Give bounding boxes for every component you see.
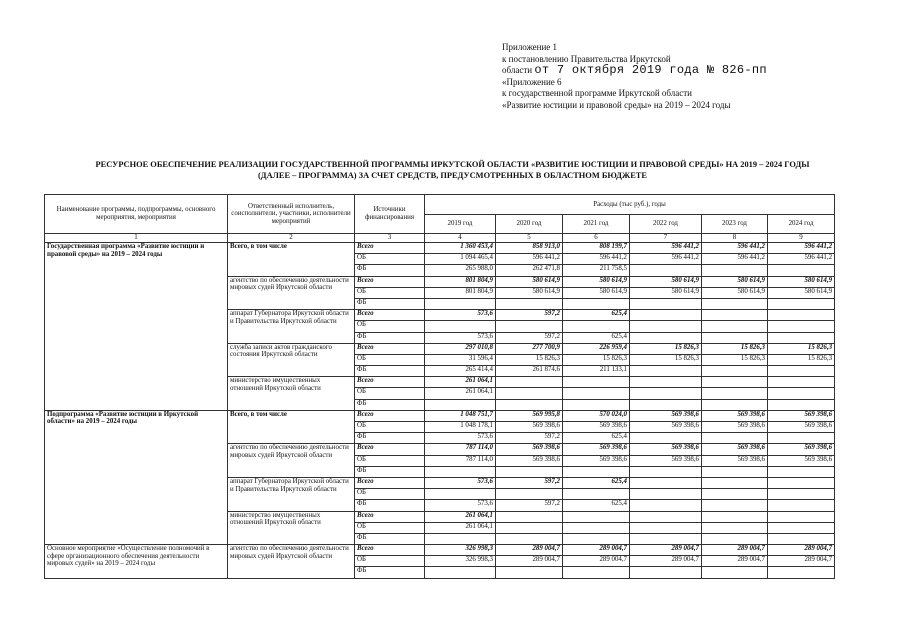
value-cell	[496, 567, 563, 578]
funding-source-cell: Всего	[355, 444, 425, 455]
value-cell: 580 614,9	[496, 276, 563, 287]
value-cell	[768, 399, 835, 410]
table-row	[45, 410, 835, 421]
value-cell	[702, 298, 768, 309]
value-cell: 1 360 453,4	[425, 243, 496, 254]
header-line-5: к государственной программе Иркутской области	[502, 88, 693, 98]
executor-cell: агентство по обеспечению деятельности мировых судей Иркутской области	[228, 276, 355, 310]
value-cell: 289 004,7	[768, 545, 835, 556]
value-cell: 596 441,2	[768, 243, 835, 254]
header-date-number: от 7 октября 2019 года № 826-пп	[534, 63, 767, 77]
value-cell	[496, 511, 563, 522]
value-cell: 569 398,6	[702, 455, 768, 466]
funding-source-cell: ФБ	[355, 500, 425, 511]
value-cell: 15 826,3	[768, 343, 835, 354]
value-cell: 580 614,9	[630, 276, 702, 287]
value-cell: 569 398,6	[630, 422, 702, 433]
funding-source-cell: ОБ	[355, 254, 425, 265]
value-cell	[630, 533, 702, 544]
value-cell	[702, 533, 768, 544]
value-cell: 580 614,9	[768, 276, 835, 287]
value-cell	[702, 366, 768, 377]
value-cell: 625,4	[563, 310, 630, 321]
value-cell	[630, 477, 702, 488]
value-cell	[425, 489, 496, 500]
value-cell	[630, 433, 702, 444]
value-cell	[768, 522, 835, 533]
value-cell: 580 614,9	[563, 276, 630, 287]
value-cell: 569 398,6	[768, 422, 835, 433]
value-cell: 569 398,6	[563, 455, 630, 466]
value-cell	[630, 567, 702, 578]
value-cell: 596 441,2	[496, 254, 563, 265]
year-header: 2020 год	[496, 215, 563, 234]
column-number: 8	[702, 234, 768, 243]
value-cell: 289 004,7	[630, 545, 702, 556]
value-cell: 15 826,3	[630, 343, 702, 354]
col-header-expenses: Расходы (тыс руб.), годы	[425, 195, 835, 215]
value-cell	[496, 388, 563, 399]
value-cell	[496, 377, 563, 388]
value-cell	[496, 522, 563, 533]
value-cell: 569 398,6	[630, 410, 702, 421]
value-cell: 262 471,8	[496, 265, 563, 276]
document-title	[20, 159, 885, 181]
value-cell: 573,6	[425, 500, 496, 511]
value-cell	[630, 399, 702, 410]
value-cell	[702, 489, 768, 500]
value-cell: 1 048 751,7	[425, 410, 496, 421]
header-line-3-prefix: области	[502, 65, 533, 75]
value-cell: 597,2	[496, 477, 563, 488]
title-line-2: (ДАЛЕЕ – ПРОГРАММА) ЗА СЧЕТ СРЕДСТВ, ПРЕДУСМОТРЕННЫХ В ОБЛАСТНОМ БЮДЖЕТЕ	[258, 171, 647, 180]
value-cell	[630, 377, 702, 388]
funding-source-cell: Всего	[355, 377, 425, 388]
executor-cell: министерство имущественных отношений Иркутской области	[228, 511, 355, 545]
col-header-source: Источники финансирования	[355, 195, 425, 234]
value-cell	[702, 399, 768, 410]
column-number: 4	[425, 234, 496, 243]
value-cell: 211 133,1	[563, 366, 630, 377]
column-number: 1	[45, 234, 228, 243]
value-cell: 15 826,3	[702, 354, 768, 365]
funding-source-cell: ОБ	[355, 489, 425, 500]
program-name-cell: Основное мероприятие «Осуществление полномочий в сфере организационного обеспечения деятельности мировых судей» на 2019 – 2024 годы	[45, 545, 228, 579]
funding-source-cell: ФБ	[355, 298, 425, 309]
value-cell	[768, 310, 835, 321]
value-cell: 597,2	[496, 433, 563, 444]
value-cell: 808 199,7	[563, 243, 630, 254]
year-header: 2019 год	[425, 215, 496, 234]
value-cell	[630, 366, 702, 377]
value-cell	[702, 388, 768, 399]
funding-source-cell: Всего	[355, 410, 425, 421]
value-cell	[496, 321, 563, 332]
value-cell	[630, 522, 702, 533]
executor-cell: Всего, в том числе	[228, 243, 355, 277]
value-cell	[630, 332, 702, 343]
funding-source-cell: ОБ	[355, 287, 425, 298]
value-cell: 580 614,9	[702, 287, 768, 298]
value-cell: 15 826,3	[496, 354, 563, 365]
value-cell	[702, 310, 768, 321]
value-cell	[630, 310, 702, 321]
funding-source-cell: ОБ	[355, 321, 425, 332]
value-cell: 787 114,0	[425, 444, 496, 455]
funding-source-cell: ФБ	[355, 567, 425, 578]
value-cell	[496, 399, 563, 410]
value-cell	[702, 567, 768, 578]
funding-source-cell: ФБ	[355, 466, 425, 477]
value-cell	[702, 466, 768, 477]
value-cell: 625,4	[563, 477, 630, 488]
value-cell: 15 826,3	[563, 354, 630, 365]
value-cell: 597,2	[496, 500, 563, 511]
funding-source-cell: ФБ	[355, 265, 425, 276]
value-cell	[630, 489, 702, 500]
value-cell	[702, 522, 768, 533]
value-cell: 277 700,9	[496, 343, 563, 354]
value-cell	[768, 500, 835, 511]
value-cell: 569 398,6	[563, 444, 630, 455]
year-header: 2021 год	[563, 215, 630, 234]
column-number: 3	[355, 234, 425, 243]
value-cell	[563, 511, 630, 522]
value-cell: 261 064,1	[425, 511, 496, 522]
value-cell	[630, 298, 702, 309]
value-cell	[630, 265, 702, 276]
value-cell	[768, 511, 835, 522]
value-cell: 597,2	[496, 310, 563, 321]
table-row	[45, 545, 835, 556]
executor-cell: министерство имущественных отношений Иркутской области	[228, 377, 355, 411]
value-cell: 211 758,5	[563, 265, 630, 276]
value-cell	[768, 388, 835, 399]
value-cell	[768, 265, 835, 276]
funding-source-cell: ОБ	[355, 522, 425, 533]
funding-source-cell: Всего	[355, 511, 425, 522]
value-cell: 597,2	[496, 332, 563, 343]
funding-source-cell: Всего	[355, 310, 425, 321]
value-cell: 289 004,7	[630, 556, 702, 567]
column-number: 6	[563, 234, 630, 243]
value-cell	[768, 332, 835, 343]
value-cell: 596 441,2	[702, 254, 768, 265]
header-line-4: «Приложение 6	[502, 76, 562, 87]
value-cell: 326 998,3	[425, 556, 496, 567]
column-number: 5	[496, 234, 563, 243]
header-line-2: к постановлению Правительства Иркутской	[502, 53, 671, 64]
value-cell: 289 004,7	[496, 545, 563, 556]
executor-cell: аппарат Губернатора Иркутской области и Правительства Иркутской области	[228, 477, 355, 511]
value-cell: 573,6	[425, 332, 496, 343]
value-cell: 15 826,3	[630, 354, 702, 365]
value-cell: 625,4	[563, 332, 630, 343]
value-cell: 1 048 178,1	[425, 422, 496, 433]
value-cell	[496, 533, 563, 544]
value-cell: 596 441,2	[563, 254, 630, 265]
value-cell	[702, 500, 768, 511]
value-cell	[563, 466, 630, 477]
value-cell	[702, 321, 768, 332]
value-cell: 289 004,7	[563, 545, 630, 556]
value-cell: 1 094 465,4	[425, 254, 496, 265]
value-cell: 569 398,6	[702, 410, 768, 421]
value-cell: 596 441,2	[702, 243, 768, 254]
value-cell: 261 064,1	[425, 522, 496, 533]
value-cell	[702, 377, 768, 388]
value-cell	[630, 500, 702, 511]
value-cell	[630, 388, 702, 399]
funding-source-cell: Всего	[355, 545, 425, 556]
value-cell: 569 398,6	[702, 422, 768, 433]
value-cell: 580 614,9	[768, 287, 835, 298]
value-cell: 569 398,6	[630, 455, 702, 466]
value-cell: 289 004,7	[563, 556, 630, 567]
value-cell	[768, 377, 835, 388]
value-cell: 261 064,1	[425, 388, 496, 399]
value-cell	[563, 388, 630, 399]
funding-source-cell: ФБ	[355, 533, 425, 544]
value-cell: 625,4	[563, 500, 630, 511]
value-cell	[768, 489, 835, 500]
column-number: 2	[228, 234, 355, 243]
value-cell	[425, 466, 496, 477]
value-cell: 569 398,6	[768, 455, 835, 466]
value-cell: 569 398,6	[702, 444, 768, 455]
funding-source-cell: Всего	[355, 243, 425, 254]
value-cell	[563, 399, 630, 410]
value-cell: 569 398,6	[563, 422, 630, 433]
value-cell: 573,6	[425, 433, 496, 444]
value-cell	[768, 533, 835, 544]
value-cell: 580 614,9	[702, 276, 768, 287]
value-cell: 569 398,6	[496, 455, 563, 466]
column-number: 7	[630, 234, 702, 243]
funding-source-cell: ФБ	[355, 366, 425, 377]
value-cell: 569 398,6	[630, 444, 702, 455]
funding-source-cell: Всего	[355, 276, 425, 287]
value-cell	[768, 433, 835, 444]
value-cell: 289 004,7	[702, 545, 768, 556]
value-cell	[563, 377, 630, 388]
value-cell	[425, 321, 496, 332]
column-number: 9	[768, 234, 835, 243]
year-header: 2023 год	[702, 215, 768, 234]
value-cell: 787 114,0	[425, 455, 496, 466]
col-header-name: Наименование программы, подпрограммы, основного мероприятия, мероприятия	[45, 195, 228, 234]
value-cell: 289 004,7	[496, 556, 563, 567]
value-cell	[496, 489, 563, 500]
value-cell	[563, 567, 630, 578]
value-cell: 261 874,6	[496, 366, 563, 377]
value-cell	[630, 466, 702, 477]
value-cell: 580 614,9	[496, 287, 563, 298]
funding-source-cell: ОБ	[355, 422, 425, 433]
value-cell	[425, 399, 496, 410]
value-cell: 801 804,9	[425, 287, 496, 298]
executor-cell: служба записи актов гражданского состояния Иркутской области	[228, 343, 355, 377]
value-cell: 596 441,2	[630, 243, 702, 254]
value-cell: 596 441,2	[768, 254, 835, 265]
funding-source-cell: Всего	[355, 343, 425, 354]
header-line-6: «Развитие юстиции и правовой среды» на 2019 – 2024 годы	[502, 99, 731, 110]
program-name-cell: Подпрограмма «Развитие юстиции в Иркутской области» на 2019 – 2024 годы	[45, 410, 228, 544]
value-cell	[702, 265, 768, 276]
value-cell: 569 398,6	[496, 422, 563, 433]
value-cell: 226 959,4	[563, 343, 630, 354]
value-cell	[768, 466, 835, 477]
value-cell	[563, 522, 630, 533]
value-cell: 858 913,0	[496, 243, 563, 254]
value-cell	[630, 321, 702, 332]
program-name-cell: Государственная программа «Развитие юстиции и правовой среды» на 2019 – 2024 годы	[45, 243, 228, 411]
table-row	[45, 243, 835, 254]
funding-source-cell: ОБ	[355, 388, 425, 399]
executor-cell: агентство по обеспечению деятельности мировых судей Иркутской области	[228, 545, 355, 579]
year-header: 2022 год	[630, 215, 702, 234]
value-cell	[425, 533, 496, 544]
budget-table	[44, 194, 835, 579]
funding-source-cell: ОБ	[355, 556, 425, 567]
funding-source-cell: ФБ	[355, 332, 425, 343]
value-cell: 570 024,0	[563, 410, 630, 421]
value-cell: 265 988,0	[425, 265, 496, 276]
value-cell: 569 995,8	[496, 410, 563, 421]
year-header: 2024 год	[768, 215, 835, 234]
value-cell: 801 804,9	[425, 276, 496, 287]
value-cell: 31 596,4	[425, 354, 496, 365]
value-cell	[768, 366, 835, 377]
value-cell: 569 398,6	[496, 444, 563, 455]
value-cell	[702, 433, 768, 444]
value-cell: 596 441,2	[630, 254, 702, 265]
value-cell: 580 614,9	[630, 287, 702, 298]
document-header	[502, 42, 767, 111]
value-cell	[425, 298, 496, 309]
value-cell	[702, 477, 768, 488]
value-cell	[768, 298, 835, 309]
header-line-3	[502, 65, 767, 77]
budget-table-body	[45, 243, 835, 579]
value-cell: 573,6	[425, 477, 496, 488]
value-cell	[768, 477, 835, 488]
funding-source-cell: Всего	[355, 477, 425, 488]
title-line-1: РЕСУРСНОЕ ОБЕСПЕЧЕНИЕ РЕАЛИЗАЦИИ ГОСУДАРСТВЕННОЙ ПРОГРАММЫ ИРКУТСКОЙ ОБЛАСТИ «РАЗВИТИЕ ЮСТИЦИИ И ПРАВОВОЙ СРЕДЫ» НА 2019 – 2024 ГОДЫ	[95, 160, 810, 169]
value-cell: 569 398,6	[768, 444, 835, 455]
value-cell	[563, 321, 630, 332]
value-cell: 326 998,3	[425, 545, 496, 556]
executor-cell: аппарат Губернатора Иркутской области и Правительства Иркутской области	[228, 310, 355, 344]
executor-cell: агентство по обеспечению деятельности мировых судей Иркутской области	[228, 444, 355, 478]
funding-source-cell: ФБ	[355, 399, 425, 410]
value-cell: 297 010,8	[425, 343, 496, 354]
funding-source-cell: ОБ	[355, 354, 425, 365]
value-cell	[702, 511, 768, 522]
funding-source-cell: ФБ	[355, 433, 425, 444]
header-line-1: Приложение 1	[502, 42, 558, 52]
value-cell	[630, 511, 702, 522]
value-cell	[768, 567, 835, 578]
value-cell: 289 004,7	[768, 556, 835, 567]
value-cell: 15 826,3	[702, 343, 768, 354]
value-cell: 15 826,3	[768, 354, 835, 365]
executor-cell: Всего, в том числе	[228, 410, 355, 444]
value-cell: 625,4	[563, 433, 630, 444]
value-cell	[563, 298, 630, 309]
value-cell: 580 614,9	[563, 287, 630, 298]
value-cell: 289 004,7	[702, 556, 768, 567]
value-cell	[768, 321, 835, 332]
value-cell: 261 064,1	[425, 377, 496, 388]
value-cell	[496, 466, 563, 477]
value-cell: 265 414,4	[425, 366, 496, 377]
value-cell	[563, 533, 630, 544]
value-cell: 573,6	[425, 310, 496, 321]
value-cell	[496, 298, 563, 309]
value-cell	[563, 489, 630, 500]
value-cell	[425, 567, 496, 578]
col-header-executor: Ответственный исполнитель, соисполнители, участники, исполнители мероприятий	[228, 195, 355, 234]
funding-source-cell: ОБ	[355, 455, 425, 466]
value-cell	[702, 332, 768, 343]
value-cell: 569 398,6	[768, 410, 835, 421]
